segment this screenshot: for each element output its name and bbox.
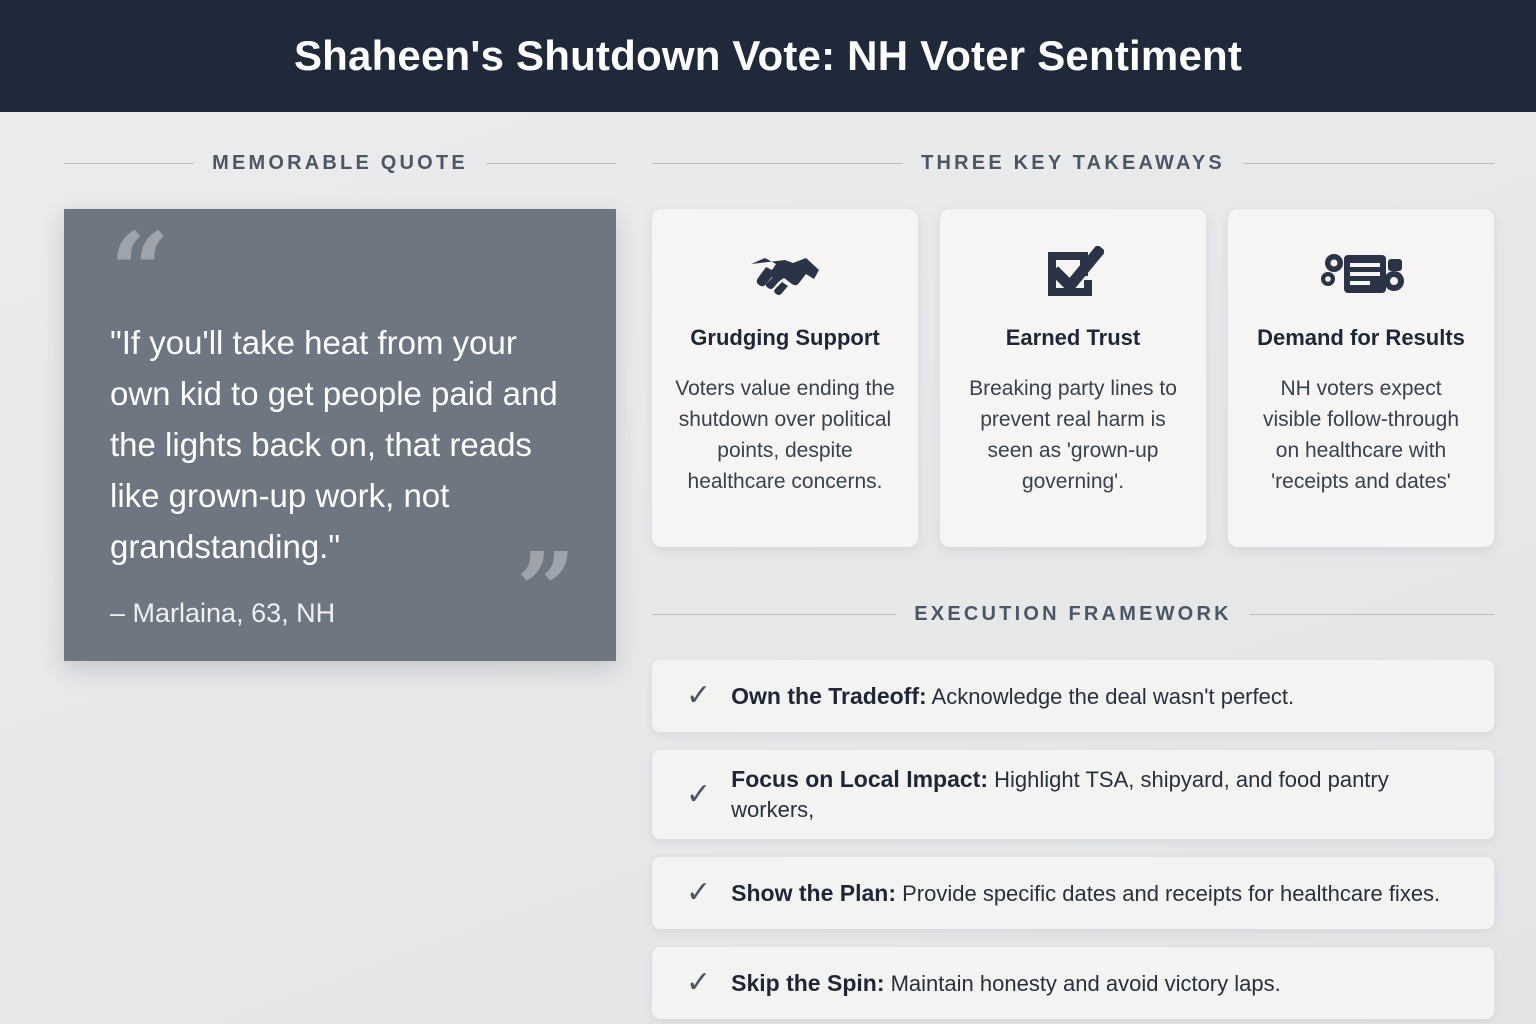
- takeaway-title: Earned Trust: [1005, 325, 1141, 350]
- quote-close-icon: ”: [516, 529, 576, 652]
- execution-item-text: [731, 764, 1468, 825]
- section-label: EXECUTION FRAMEWORK: [914, 603, 1232, 625]
- check-icon: ✓: [686, 966, 712, 999]
- execution-item-detail: Highlight TSA, shipyard, and food pantry workers,: [731, 767, 1389, 822]
- takeaway-card: [1228, 209, 1494, 547]
- takeaway-title: Demand for Results: [1257, 325, 1465, 350]
- quote-open-icon: “: [110, 209, 170, 332]
- execution-item-list: [652, 660, 1494, 1019]
- check-icon: ✓: [686, 679, 712, 712]
- section-label: THREE KEY TAKEAWAYS: [921, 152, 1225, 174]
- execution-item-label: Skip the Spin:: [731, 969, 885, 996]
- three-key-takeaways-heading: [652, 152, 1494, 175]
- quote-column: [0, 112, 616, 1024]
- rule-right: [1250, 614, 1494, 615]
- rule-right: [1243, 163, 1494, 164]
- takeaway-description: Breaking party lines to prevent real harm is seen as 'grown-up governing'.: [969, 377, 1177, 493]
- execution-item-label: Own the Tradeoff:: [731, 682, 927, 709]
- rule-left: [652, 163, 903, 164]
- execution-item-text: [731, 681, 1294, 712]
- list-item: [652, 947, 1494, 1019]
- execution-item-label: Show the Plan:: [731, 879, 896, 906]
- rule-right: [486, 163, 616, 164]
- execution-item-text: [731, 878, 1440, 909]
- execution-framework-heading: [652, 603, 1494, 626]
- list-item: [652, 750, 1494, 839]
- takeaway-description: Voters value ending the shutdown over political points, despite healthcare concerns.: [675, 377, 895, 493]
- takeaway-description: NH voters expect visible follow-through on healthcare with 'receipts and dates': [1262, 377, 1460, 493]
- memorable-quote-heading: [64, 152, 616, 175]
- rule-left: [64, 163, 194, 164]
- execution-item-detail: Provide specific dates and receipts for healthcare fixes.: [902, 880, 1441, 906]
- takeaway-card: [652, 209, 918, 547]
- content-area: [0, 112, 1536, 1024]
- quote-text: "If you'll take heat from your own kid to get people paid and the lights back on, that reads like grown-up work, not grandstanding.": [110, 324, 558, 565]
- execution-item-text: [731, 968, 1281, 999]
- check-icon: ✓: [686, 876, 712, 909]
- handshake-icon: [674, 239, 896, 311]
- list-item: [652, 660, 1494, 732]
- checkmark-box-icon: [962, 239, 1184, 311]
- check-icon: ✓: [686, 777, 712, 811]
- execution-item-label: Focus on Local Impact:: [731, 766, 989, 792]
- execution-item-detail: Acknowledge the deal wasn't perfect.: [931, 683, 1295, 709]
- execution-item-detail: Maintain honesty and avoid victory laps.: [890, 970, 1281, 996]
- execution-framework-section: [652, 603, 1494, 1019]
- takeaway-title: Grudging Support: [690, 325, 880, 350]
- list-item: [652, 857, 1494, 929]
- page-header: [0, 0, 1536, 112]
- quote-attribution: – Marlaina, 63, NH: [110, 598, 336, 628]
- section-label: MEMORABLE QUOTE: [212, 152, 468, 174]
- document-gears-icon: [1250, 239, 1472, 311]
- rule-left: [652, 614, 896, 615]
- quote-card: [64, 209, 616, 661]
- page-title: Shaheen's Shutdown Vote: NH Voter Sentiment: [293, 32, 1243, 79]
- takeaways-column: [616, 112, 1536, 1024]
- takeaway-card: [940, 209, 1206, 547]
- takeaway-card-list: [652, 209, 1494, 547]
